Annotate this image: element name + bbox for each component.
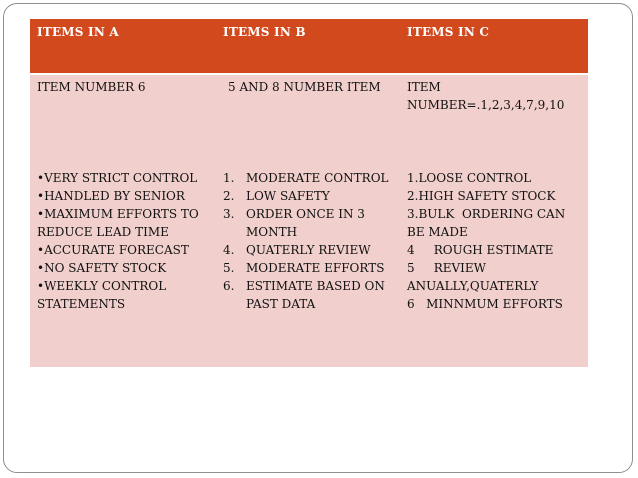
list-item-number: 1. xyxy=(223,171,235,185)
list-item: • NO SAFETY STOCK xyxy=(37,259,219,277)
list-item-number: 3. xyxy=(223,207,235,221)
list-item xyxy=(223,277,401,313)
list-item: BE MADE xyxy=(407,225,468,239)
list-item: 6 MINNMUM EFFORTS xyxy=(407,297,563,311)
list-item: • MAXIMUM EFFORTS TO xyxy=(37,205,219,223)
list-item: ANUALLY,QUATERLY xyxy=(407,279,539,293)
list-item-number: 4. xyxy=(223,243,235,257)
list-item xyxy=(223,187,401,205)
row2-cell-a xyxy=(37,169,219,313)
list-item: • HANDLED BY SENIOR xyxy=(37,187,219,205)
row1-cell-c-line1: ITEM xyxy=(407,80,441,94)
list-item: • WEEKLY CONTROL xyxy=(37,277,219,295)
list-item-number: 6. xyxy=(223,279,235,293)
row1-cell-a: ITEM NUMBER 6 xyxy=(37,80,146,94)
table-body xyxy=(30,75,588,367)
list-item: 1.LOOSE CONTROL xyxy=(407,171,532,185)
list-item xyxy=(223,169,401,187)
class-a-characteristics-list xyxy=(37,169,219,313)
list-item: 2.HIGH SAFETY STOCK xyxy=(407,189,556,203)
list-item-text: LOW SAFETY xyxy=(246,189,330,203)
row1-cell-c-line2: NUMBER=.1,2,3,4,7,9,10 xyxy=(407,98,565,112)
abc-analysis-table xyxy=(30,19,588,367)
list-item-text: MODERATE EFFORTS xyxy=(246,261,385,275)
row1-cell-b: 5 AND 8 NUMBER ITEM xyxy=(228,80,381,94)
list-item-number: 5. xyxy=(223,261,235,275)
list-item: STATEMENTS xyxy=(37,297,126,311)
list-item-text: ESTIMATE BASED ON PAST DATA xyxy=(246,279,385,311)
list-item: • VERY STRICT CONTROL xyxy=(37,169,219,187)
list-item: • ACCURATE FORECAST xyxy=(37,241,219,259)
row1-cell-c xyxy=(407,78,583,114)
list-item-number: 2. xyxy=(223,189,235,203)
list-item xyxy=(223,241,401,259)
list-item: 3.BULK ORDERING CAN xyxy=(407,207,566,221)
header-items-in-c: ITEMS IN C xyxy=(407,25,490,39)
list-item-text: ORDER ONCE IN 3 MONTH xyxy=(246,207,365,239)
list-item-text: MODERATE CONTROL xyxy=(246,171,389,185)
table-header-row xyxy=(30,19,588,75)
list-item: 4 ROUGH ESTIMATE xyxy=(407,243,554,257)
list-item: 5 REVIEW xyxy=(407,261,487,275)
list-item xyxy=(223,259,401,277)
header-items-in-b: ITEMS IN B xyxy=(223,25,306,39)
class-b-characteristics-list xyxy=(223,169,401,313)
list-item: REDUCE LEAD TIME xyxy=(37,225,169,239)
list-item-text: QUATERLY REVIEW xyxy=(246,243,371,257)
list-item xyxy=(223,205,401,241)
row2-cell-b xyxy=(223,169,401,313)
row2-cell-c xyxy=(407,169,583,313)
header-items-in-a: ITEMS IN A xyxy=(37,25,119,39)
